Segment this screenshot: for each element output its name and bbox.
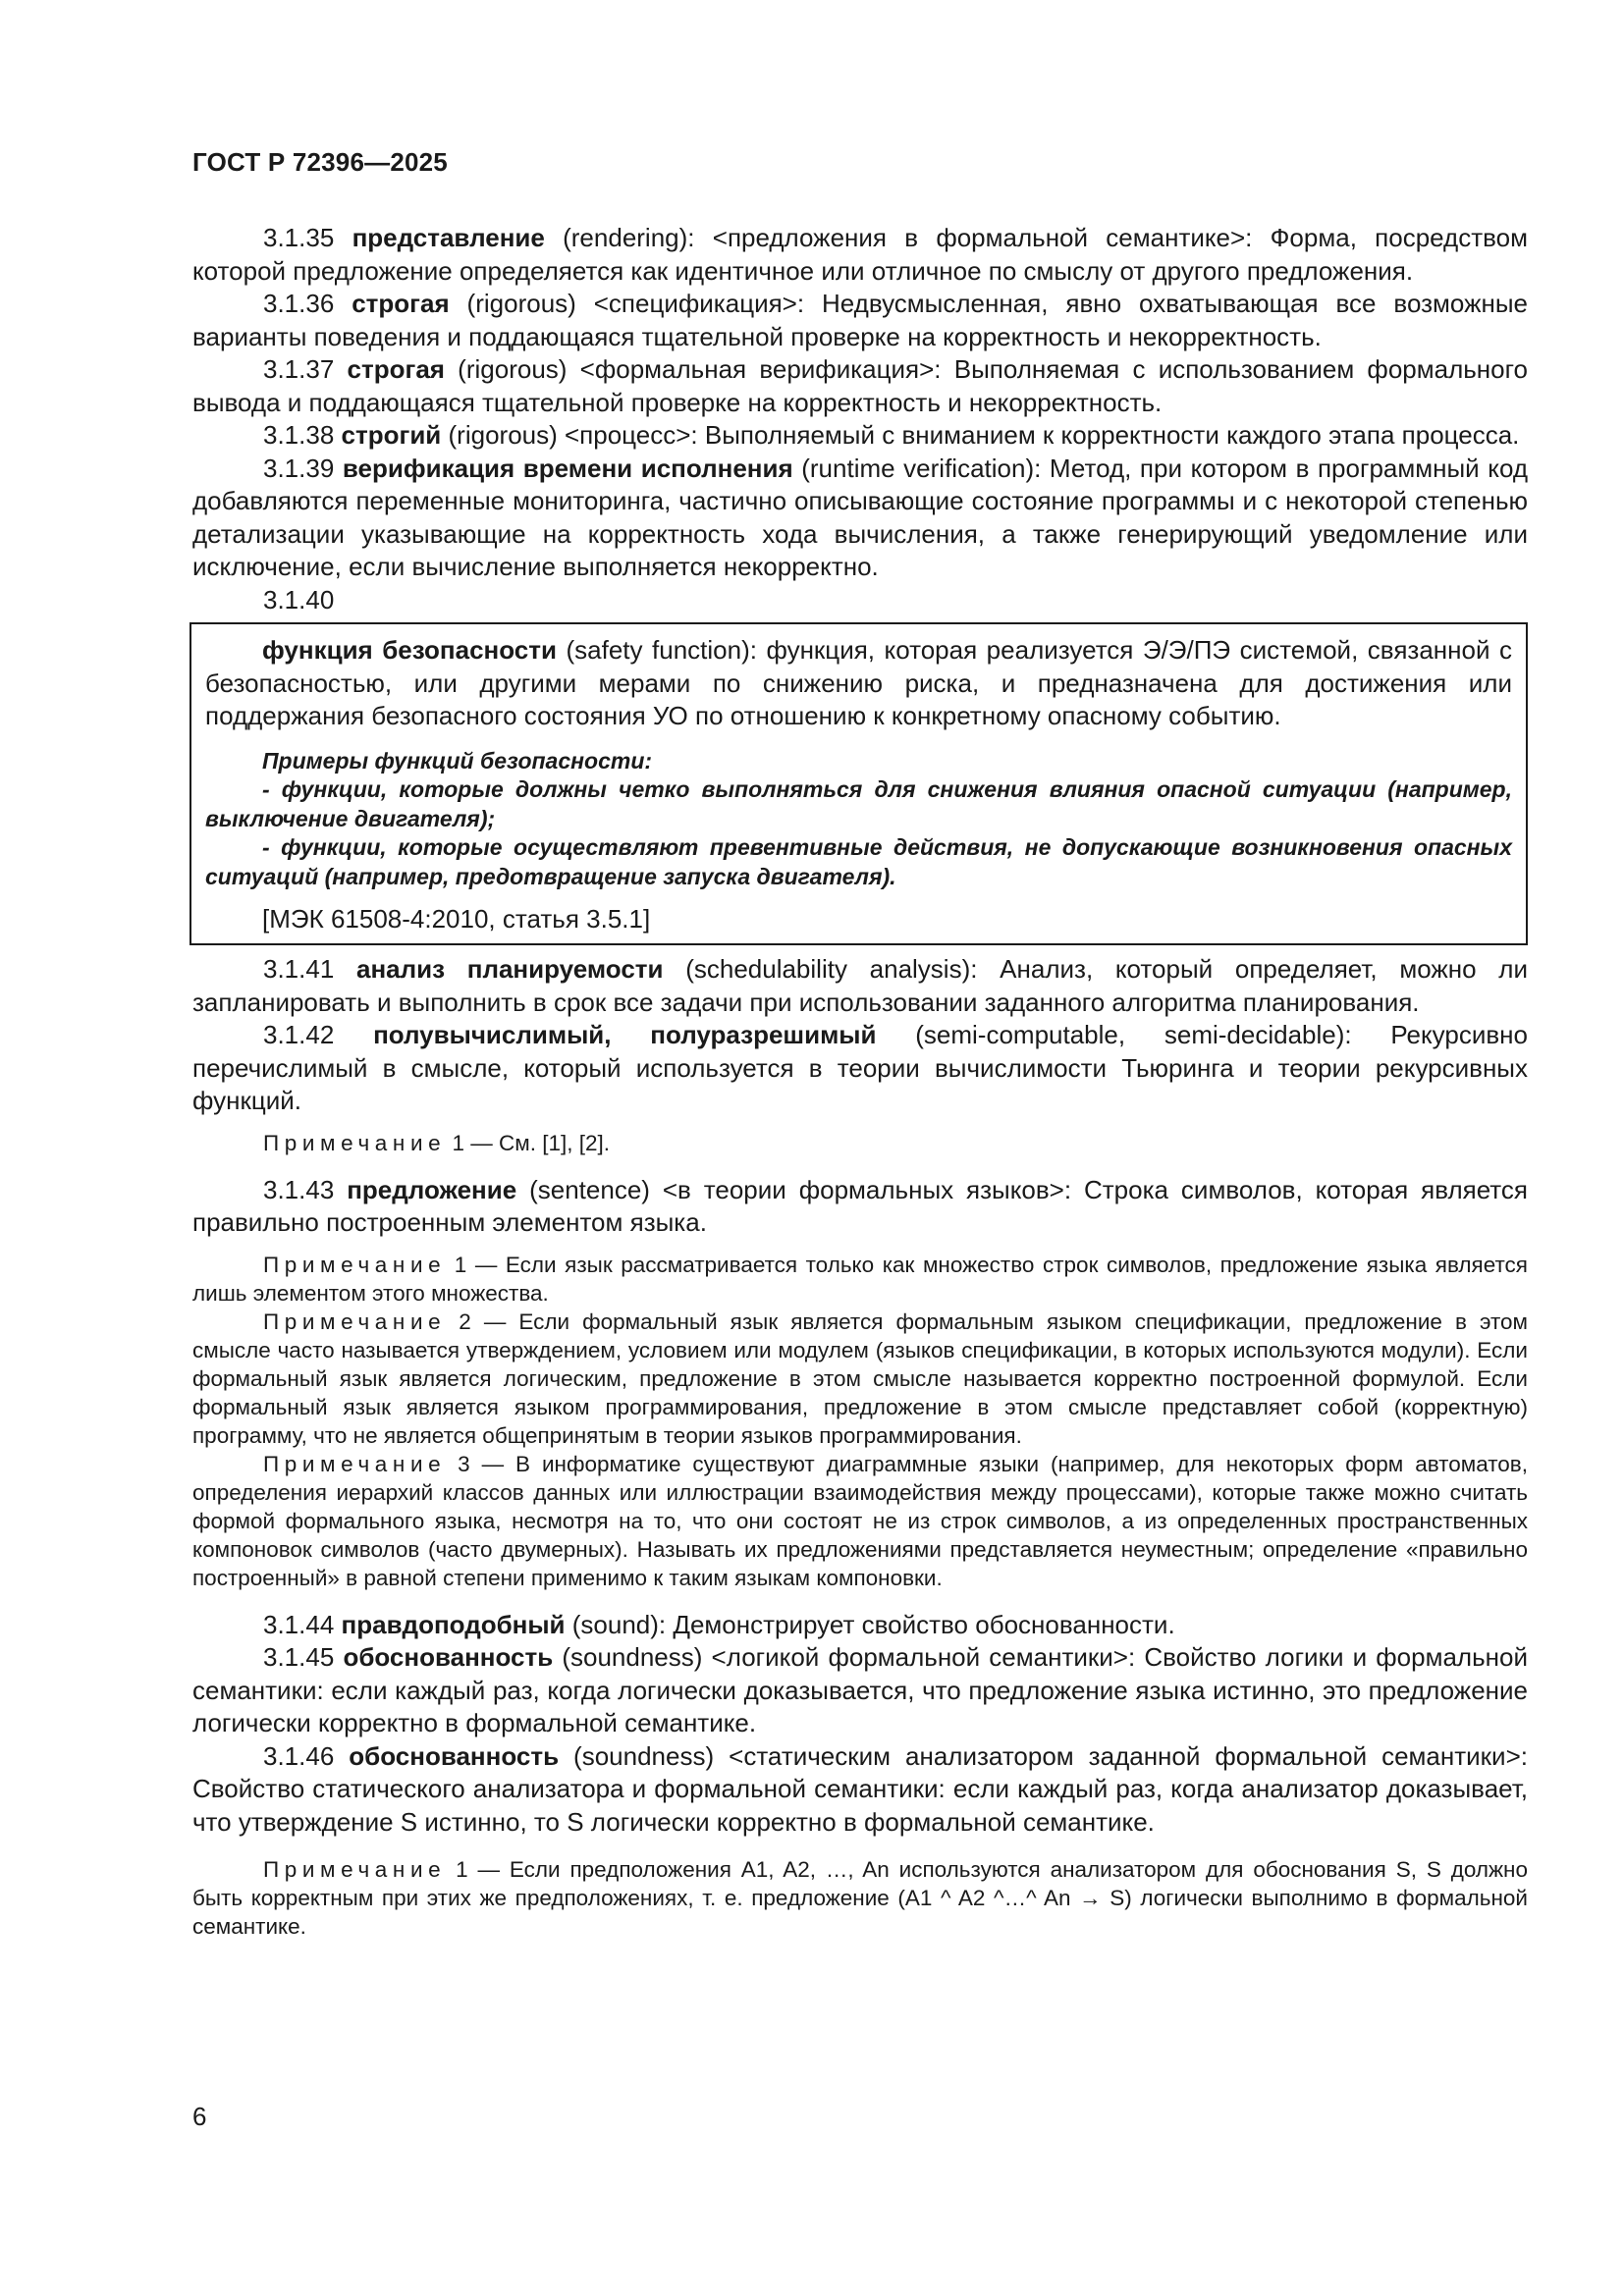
entry-3-1-35 bbox=[192, 222, 1528, 288]
note-label: Примечание bbox=[263, 1130, 447, 1155]
note bbox=[192, 1308, 1528, 1450]
entry-number: 3.1.42 bbox=[263, 1020, 335, 1049]
entry-term: обоснованность bbox=[349, 1740, 560, 1771]
entry-number: 3.1.46 bbox=[263, 1740, 335, 1771]
entry-number: 3.1.37 bbox=[263, 354, 335, 384]
entry-definition: (rigorous) <формальная верификация>: Выполняемая с использованием формального вывода и поддающаяся тщательной проверке на корректность и некорректность. bbox=[192, 354, 1528, 417]
entry-3-1-39 bbox=[192, 453, 1528, 584]
entry-3-1-41 bbox=[192, 953, 1528, 1019]
note-text: 1 — См. [1], [2]. bbox=[446, 1130, 611, 1155]
entry-3-1-46 bbox=[192, 1740, 1528, 1840]
entry-definition: (rigorous) <процесс>: Выполняемый с вниманием к корректности каждого этапа процесса. bbox=[441, 420, 1520, 450]
source-reference: [МЭК 61508-4:2010, статья 3.5.1] bbox=[262, 904, 651, 934]
entry-definition: (soundness) <логикой формальной семантики>: Свойство логики и формальной семантики: если каждый раз, когда логически доказывается, что предложение языка истинно, это предложение логически корректно в формальной семантике. bbox=[192, 1642, 1528, 1737]
entry-term: строгий bbox=[341, 420, 442, 450]
entry-definition: (runtime verification): Метод, при котором в программный код добавляются переменные мониторинга, частично описывающие состояние программы и с некоторой степенью детализации указывающие на корректность хода вычисления, а также генерирующий уведомление или исключение, если вычисление выполняется некорректно. bbox=[192, 453, 1529, 581]
entry-term: строгая bbox=[352, 289, 450, 318]
entry-definition: (soundness) <статическим анализатором заданной формальной семантики>: Свойство статического анализатора и формальной семантики: если каждый раз, когда анализатор доказывает, что утверждение S истинно, то S логически корректно в формальной семантике. bbox=[192, 1740, 1528, 1837]
entry-3-1-40-number: 3.1.40 bbox=[263, 584, 335, 614]
entry-number: 3.1.38 bbox=[263, 420, 335, 450]
examples-block bbox=[205, 747, 1512, 892]
entry-term: верификация времени исполнения bbox=[342, 453, 793, 483]
entry-term: правдоподобный bbox=[341, 1609, 566, 1639]
entry-3-1-40 bbox=[205, 634, 1512, 733]
note-text: 2 — Если формальный язык является формальным языком спецификации, предложение в этом смысле часто называется утверждением, условием или модулем (языков спецификации, в которых используются модули). Если формальный язык является логическим, предложение в этом смысле называется корректно построенной формулой. Если формальный язык является языком программирования, предложение в этом смысле представляет собой (корректную) программу, что не является общепринятым в теории языков программирования. bbox=[192, 1308, 1528, 1448]
entry-3-1-43 bbox=[192, 1174, 1528, 1240]
quoted-definition-box bbox=[189, 622, 1528, 945]
entry-definition: (schedulability analysis): Анализ, который определяет, можно ли запланировать и выполнить в срок все задачи при использовании заданного алгоритма планирования. bbox=[192, 954, 1528, 1017]
entry-term: обоснованность bbox=[343, 1642, 554, 1672]
page-number: 6 bbox=[192, 2102, 207, 2131]
entry-3-1-44 bbox=[192, 1609, 1528, 1642]
note-label: Примечание bbox=[263, 1857, 447, 1882]
example-item: - функции, которые должны четко выполняться для снижения влияния опасной ситуации (например, выключение двигателя); bbox=[205, 776, 1512, 831]
entry-term: полувычислимый, полуразрешимый bbox=[373, 1020, 877, 1049]
entry-term: предложение bbox=[347, 1174, 517, 1204]
note-text: 1 — Если предположения A1, A2, …, An используются анализатором для обоснования S, S должно быть корректным при этих же предположениях, т. е. предложение (A1 ^ A2 ^…^ An → S) логически выполнимо в формальной семантике. bbox=[192, 1857, 1528, 1939]
note-label: Примечание bbox=[263, 1308, 447, 1334]
document-body bbox=[192, 222, 1528, 1941]
entry-definition: (semi-computable, semi-decidable): Рекурсивно перечислимый в смысле, который используется в теории вычислимости Тьюринга и теории рекурсивных функций. bbox=[192, 1020, 1529, 1115]
entry-3-1-36 bbox=[192, 288, 1528, 353]
entry-term: представление bbox=[352, 223, 545, 252]
example-item: - функции, которые осуществляют превентивные действия, не допускающие возникновения опасных ситуаций (например, предотвращение запуска двигателя). bbox=[205, 834, 1512, 889]
entry-definition: (rendering): <предложения в формальной семантике>: Форма, посредством которой предложение определяется как идентичное или отличное по смыслу от другого предложения. bbox=[192, 223, 1528, 286]
document-header: ГОСТ Р 72396—2025 bbox=[192, 147, 448, 177]
entry-number: 3.1.45 bbox=[263, 1642, 335, 1672]
note bbox=[192, 1129, 1528, 1157]
note bbox=[192, 1450, 1528, 1592]
entry-definition: (safety function): функция, которая реализуется Э/Э/ПЭ системой, связанной с безопасностью, или другими мерами по снижению риска, и предназначена для достижения или поддержания безопасного состояния УО по отношению к конкретному опасному событию. bbox=[205, 635, 1512, 730]
entry-number: 3.1.43 bbox=[263, 1174, 335, 1204]
entry-3-1-45 bbox=[192, 1641, 1528, 1740]
entry-number: 3.1.41 bbox=[263, 954, 335, 984]
entry-number: 3.1.35 bbox=[263, 223, 335, 252]
note-label: Примечание bbox=[263, 1451, 447, 1476]
entry-number: 3.1.36 bbox=[263, 289, 335, 318]
entry-term: анализ планируемости bbox=[356, 954, 664, 984]
note-label: Примечание bbox=[263, 1252, 447, 1277]
entry-3-1-38 bbox=[192, 419, 1528, 453]
note bbox=[192, 1855, 1528, 1941]
entry-term: функция безопасности bbox=[262, 635, 557, 665]
entry-definition: (sentence) <в теории формальных языков>: Строка символов, которая является правильно построенным элементом языка. bbox=[192, 1174, 1528, 1237]
note-text: 1 — Если язык рассматривается только как множество строк символов, предложение языка является лишь элементом этого множества. bbox=[192, 1252, 1528, 1306]
entry-3-1-37 bbox=[192, 353, 1528, 419]
examples-title: Примеры функций безопасности: bbox=[262, 747, 653, 774]
note-text: 3 — В информатике существуют диаграммные языки (например, для некоторых форм автоматов, определения иерархий классов данных или иллюстрации взаимодействия между процессами), которые также можно считать формой формального языка, несмотря на то, что они состоят не из строк символов, а из определенных пространственных компоновок символов (часто двумерных). Называть их предложениями представляется неуместным; определение «правильно построенный» в равной степени применимо к таким языкам компоновки. bbox=[192, 1451, 1528, 1590]
entry-number: 3.1.44 bbox=[263, 1609, 335, 1639]
entry-term: строгая bbox=[347, 354, 445, 384]
entry-definition: (rigorous) <спецификация>: Недвусмысленная, явно охватывающая все возможные варианты поведения и поддающаяся тщательной проверке на корректность и некорректность. bbox=[192, 289, 1528, 351]
entry-definition: (sound): Демонстрирует свойство обоснованности. bbox=[565, 1609, 1175, 1639]
entry-number: 3.1.39 bbox=[263, 453, 335, 483]
entry-3-1-42 bbox=[192, 1019, 1528, 1118]
note bbox=[192, 1251, 1528, 1308]
